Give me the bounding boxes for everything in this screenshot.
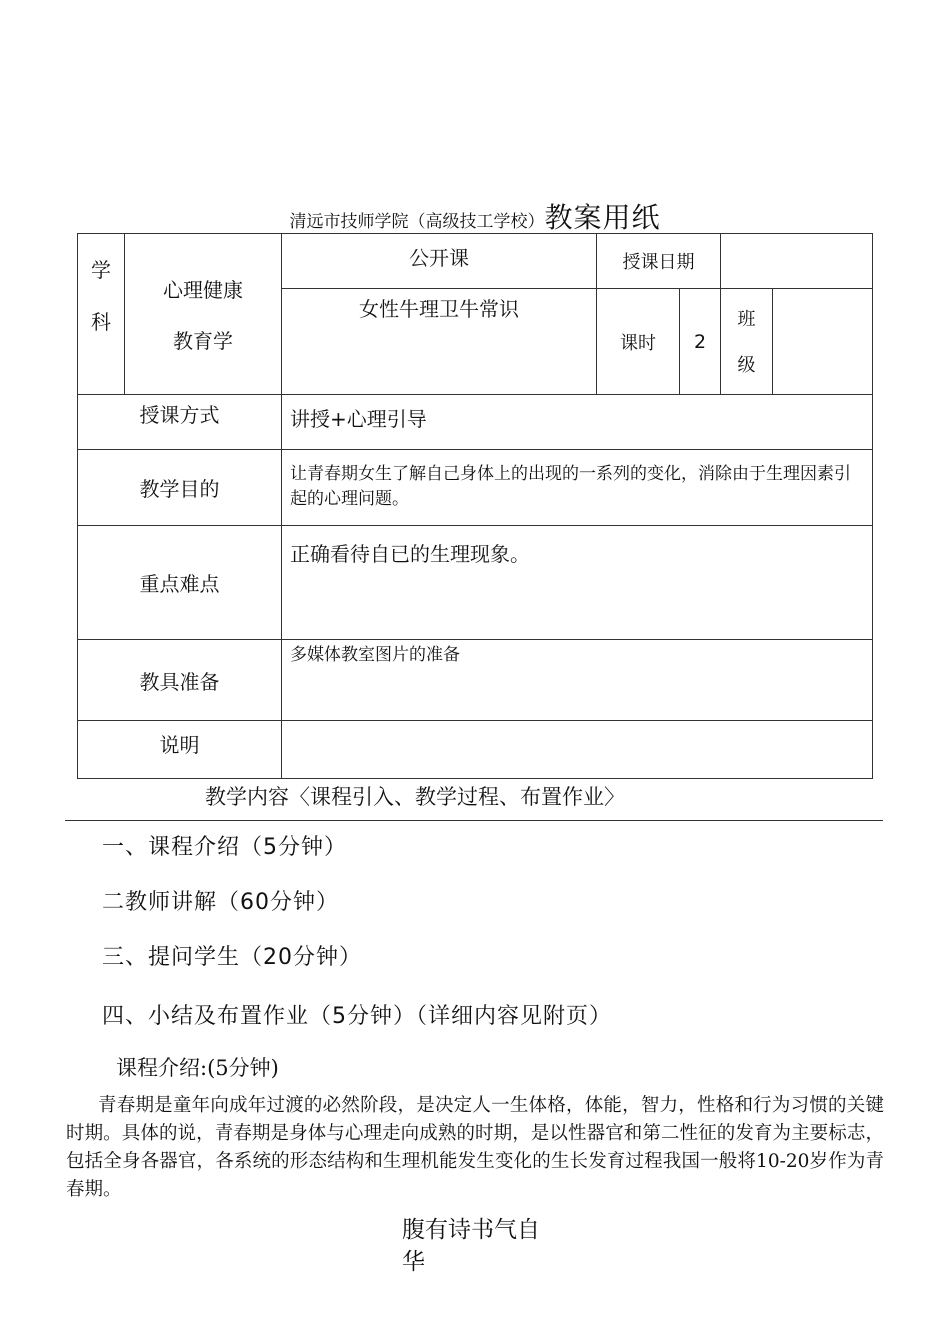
tools-label: 教具准备 <box>139 670 220 694</box>
method-label-cell <box>78 395 282 450</box>
content-item-1: 一、课程介绍（5分钟） <box>102 835 347 860</box>
document-title: 教案用纸 <box>544 201 661 234</box>
content-item-2: 二教师讲解（60分钟） <box>102 890 339 915</box>
subject-value-cell <box>125 234 282 395</box>
subject-value-line2: 教育学 <box>173 329 233 353</box>
footer-line-2: 华 <box>402 1249 425 1275</box>
subject-label-cell <box>78 234 125 395</box>
class-label-cell <box>721 289 773 395</box>
page-title <box>0 196 950 236</box>
content-item-4: 四、小结及布置作业（5分钟）（详细内容见附页） <box>102 1004 612 1029</box>
footer-motto <box>402 1214 540 1278</box>
class-label-2: 级 <box>737 355 756 376</box>
school-name: 清远市技师学院（高级技工学校） <box>289 212 545 232</box>
key-value-cell <box>282 526 873 640</box>
goal-value-cell <box>282 450 873 526</box>
topic-cell <box>282 289 597 395</box>
hours-label: 课时 <box>597 289 680 395</box>
date-value <box>721 234 873 289</box>
footer-line-1: 腹有诗书气自 <box>402 1217 540 1243</box>
content-item-3: 三、提问学生（20分钟） <box>102 945 362 970</box>
note-label-cell <box>78 721 282 779</box>
tools-value: 多媒体教室图片的准备 <box>290 645 460 665</box>
note-label: 说明 <box>159 733 200 757</box>
intro-paragraph: 青春期是童年向成年过渡的必然阶段，是决定人一生体格，体能，智力，性格和行为习惯的关键时期。具体的说，青春期是身体与心理走向成熟的时期，是以性器官和第二性征的发育为主要标志，包括全身各器官，各系统的形态结构和生理机能发生变化的生长发育过程我国一般将10-20岁作为青春期。 <box>66 1095 884 1200</box>
course-type: 公开课 <box>409 246 469 270</box>
class-label-1: 班 <box>737 309 756 330</box>
date-label: 授课日期 <box>597 234 721 289</box>
subject-label: 学 科 <box>91 258 111 334</box>
method-label: 授课方式 <box>139 403 220 427</box>
method-value: 讲授+心理引导 <box>290 407 427 431</box>
intro-title: 课程介绍:(5分钟) <box>116 1056 279 1080</box>
subject-value-line1: 心理健康 <box>163 278 243 302</box>
class-value <box>773 289 873 395</box>
tools-label-cell <box>78 640 282 721</box>
key-label: 重点难点 <box>78 526 282 640</box>
tools-value-cell <box>282 640 873 721</box>
course-type-cell <box>282 234 597 289</box>
goal-value: 让青春期女生了解自己身体上的出现的一系列的变化，消除由于生理因素引起的心理问题。 <box>290 464 851 509</box>
method-value-cell <box>282 395 873 450</box>
lesson-plan-table <box>77 233 873 779</box>
divider <box>65 820 883 821</box>
key-value: 正确看待自已的生理现象。 <box>290 542 530 566</box>
goal-label: 教学目的 <box>78 450 282 526</box>
content-heading: 教学内容〈课程引入、教学过程、布置作业〉 <box>205 785 625 809</box>
lesson-topic: 女性牛理卫牛常识 <box>359 297 519 321</box>
hours-value: 2 <box>680 289 721 395</box>
note-value <box>282 721 873 779</box>
